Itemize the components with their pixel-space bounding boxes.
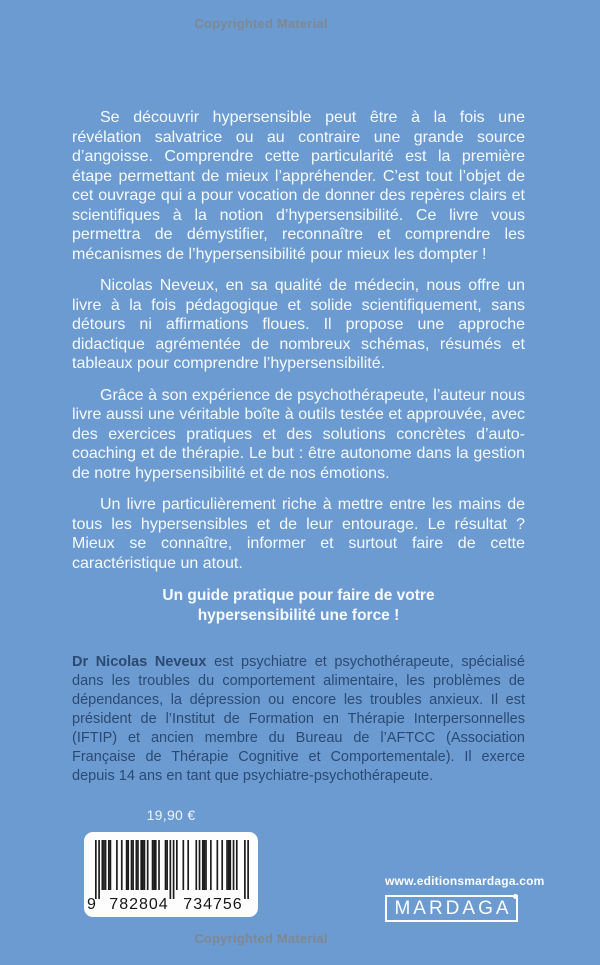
cover-paragraph: Un livre particulièrement riche à mettre entre les mains de tous les hypersensibles et de leur entourage. Le résultat ? Mieux se connaître, informer et surtout faire de cette caractéristique un atout. bbox=[72, 496, 525, 572]
back-cover-text-block bbox=[72, 108, 525, 786]
cover-paragraph: Grâce à son expérience de psychothérapeute, l’auteur nous livre aussi une véritable boîte à outils testée et approuvée, avec des exercices pratiques et des solutions concrètes d’auto-coaching et de thérapie. Le but : être autonome dans la gestion de notre hypersensibilité et de nos émotions. bbox=[72, 386, 525, 482]
tagline: Un guide pratique pour faire de votre hypersensibilité une force ! bbox=[162, 587, 435, 624]
price-label: 19,90 € bbox=[146, 807, 196, 823]
isbn-left-group: 782804 bbox=[109, 896, 169, 913]
publisher-logo bbox=[385, 895, 518, 922]
publisher-logo-text: MARDAGA bbox=[394, 897, 512, 919]
isbn-right-group: 734756 bbox=[183, 896, 243, 913]
author-bio bbox=[72, 653, 525, 786]
trademark-dot-icon bbox=[513, 894, 518, 899]
author-bio-text: est psychiatre et psychothérapeute, spécialisé dans les troubles du comportement alimentaire, les problèmes de dépendances, la dépression ou encore les troubles anxieux. Il est président de l’Institut de Formation en Thérapie Interpersonnelles (IFTIP) et ancien membre du Bureau de l’AFTCC (Association Française de Thérapie Cognitive et Comportementale). Il exerce depuis 14 ans en tant que psychiatre-psychothérapeute. bbox=[72, 654, 525, 784]
cover-paragraph: Nicolas Neveux, en sa qualité de médecin, nous offre un livre à la fois pédagogique et solide scientifiquement, sans détours ni affirmations floues. Il propose une approche didactique agrémentée de nombreux schémas, résumés et tableaux pour comprendre l’hypersensibilité. bbox=[72, 277, 525, 372]
barcode bbox=[84, 832, 258, 917]
copyright-watermark-bottom: Copyrighted Material bbox=[194, 931, 328, 946]
publisher-website-url: www.editionsmardaga.com bbox=[385, 874, 545, 888]
copyright-watermark-top: Copyrighted Material bbox=[194, 16, 328, 31]
cover-paragraph: Se découvrir hypersensible peut être à la fois une révélation salvatrice ou au contraire une grande source d’angoisse. Comprendre cette particularité est la première étape permettant de mieux l’appréhender. C’est tout l’objet de cet ouvrage qui a pour vocation de donner des repères clairs et scientifiques à la notion d’hypersensibilité. Ce livre vous permettra de démystifier, reconnaître et comprendre les mécanismes de l’hypersensibilité pour mieux les dompter ! bbox=[72, 109, 525, 263]
isbn-system-digit: 9 bbox=[87, 896, 97, 913]
author-name: Dr Nicolas Neveux bbox=[72, 654, 207, 670]
